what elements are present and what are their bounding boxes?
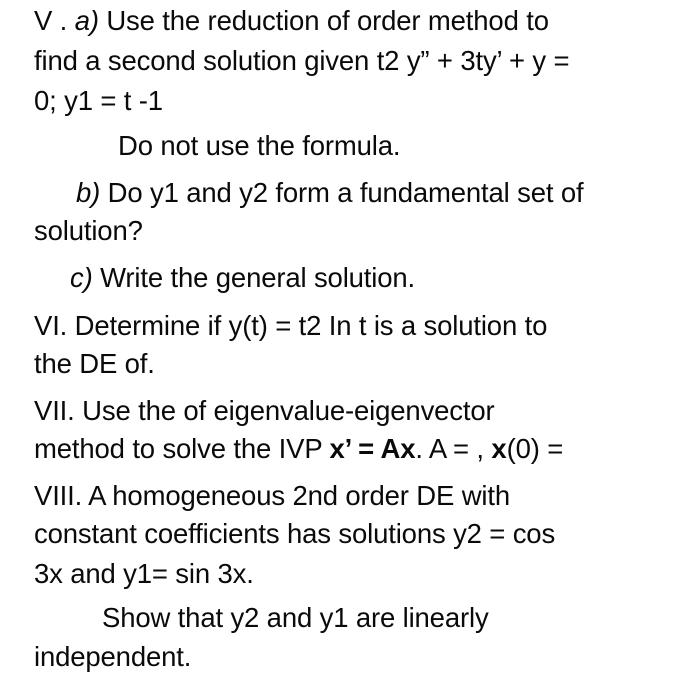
problem-viii-line-2: constant coefficients has solutions y2 = cos: [34, 518, 556, 549]
problem-vii-x-prime: x’: [329, 433, 351, 464]
problem-v-line-3: 0; y1 = t -1: [34, 85, 163, 116]
problem-v-part-b-line-1: [76, 176, 583, 210]
problem-viii-line-5: independent.: [34, 641, 192, 672]
problem-v-part-c: [70, 261, 415, 295]
problem-v-part-c-text: Write the general solution.: [100, 262, 416, 293]
problem-vii-initial-condition: (0) =: [506, 433, 564, 464]
problem-v-part-c-marker: c): [70, 262, 93, 293]
problem-viii-line-1: VIII. A homogeneous 2nd order DE with: [34, 480, 510, 511]
problem-v-line-2: find a second solution given t2 y” + 3ty’ + y =: [34, 45, 570, 76]
problem-vii-text: method to solve the IVP: [34, 433, 323, 464]
problem-v-line-1: [34, 4, 549, 38]
problem-vii-equals: =: [350, 433, 381, 464]
problem-viii-line-3: 3x and y1= sin 3x.: [34, 558, 254, 589]
problem-vii-x0-vector: x: [491, 433, 507, 464]
problem-v-label: V .: [34, 5, 68, 36]
problem-viii-line-4: Show that y2 and y1 are linearly: [102, 602, 489, 633]
problem-v-part-b-marker: b): [76, 177, 101, 208]
problem-v-part-a-text: Use the reduction of order method to: [106, 5, 549, 36]
problem-vi-line-1: VI. Determine if y(t) = t2 In t is a solution to: [34, 310, 548, 341]
problem-vii-line-1: VII. Use the of eigenvalue-eigenvector: [34, 395, 495, 426]
problem-v-part-b-line-2: solution?: [34, 215, 143, 246]
problem-vii-line-2: [34, 432, 563, 466]
problem-vii-ax: Ax: [380, 433, 416, 464]
problem-vii-matrix-a: . A = ,: [415, 433, 484, 464]
problem-v-part-a-marker: a): [74, 5, 99, 36]
problem-vi-line-2: the DE of.: [34, 348, 155, 379]
problem-v-note: Do not use the formula.: [118, 130, 401, 161]
problem-v-part-b-text: Do y1 and y2 form a fundamental set of: [107, 177, 584, 208]
